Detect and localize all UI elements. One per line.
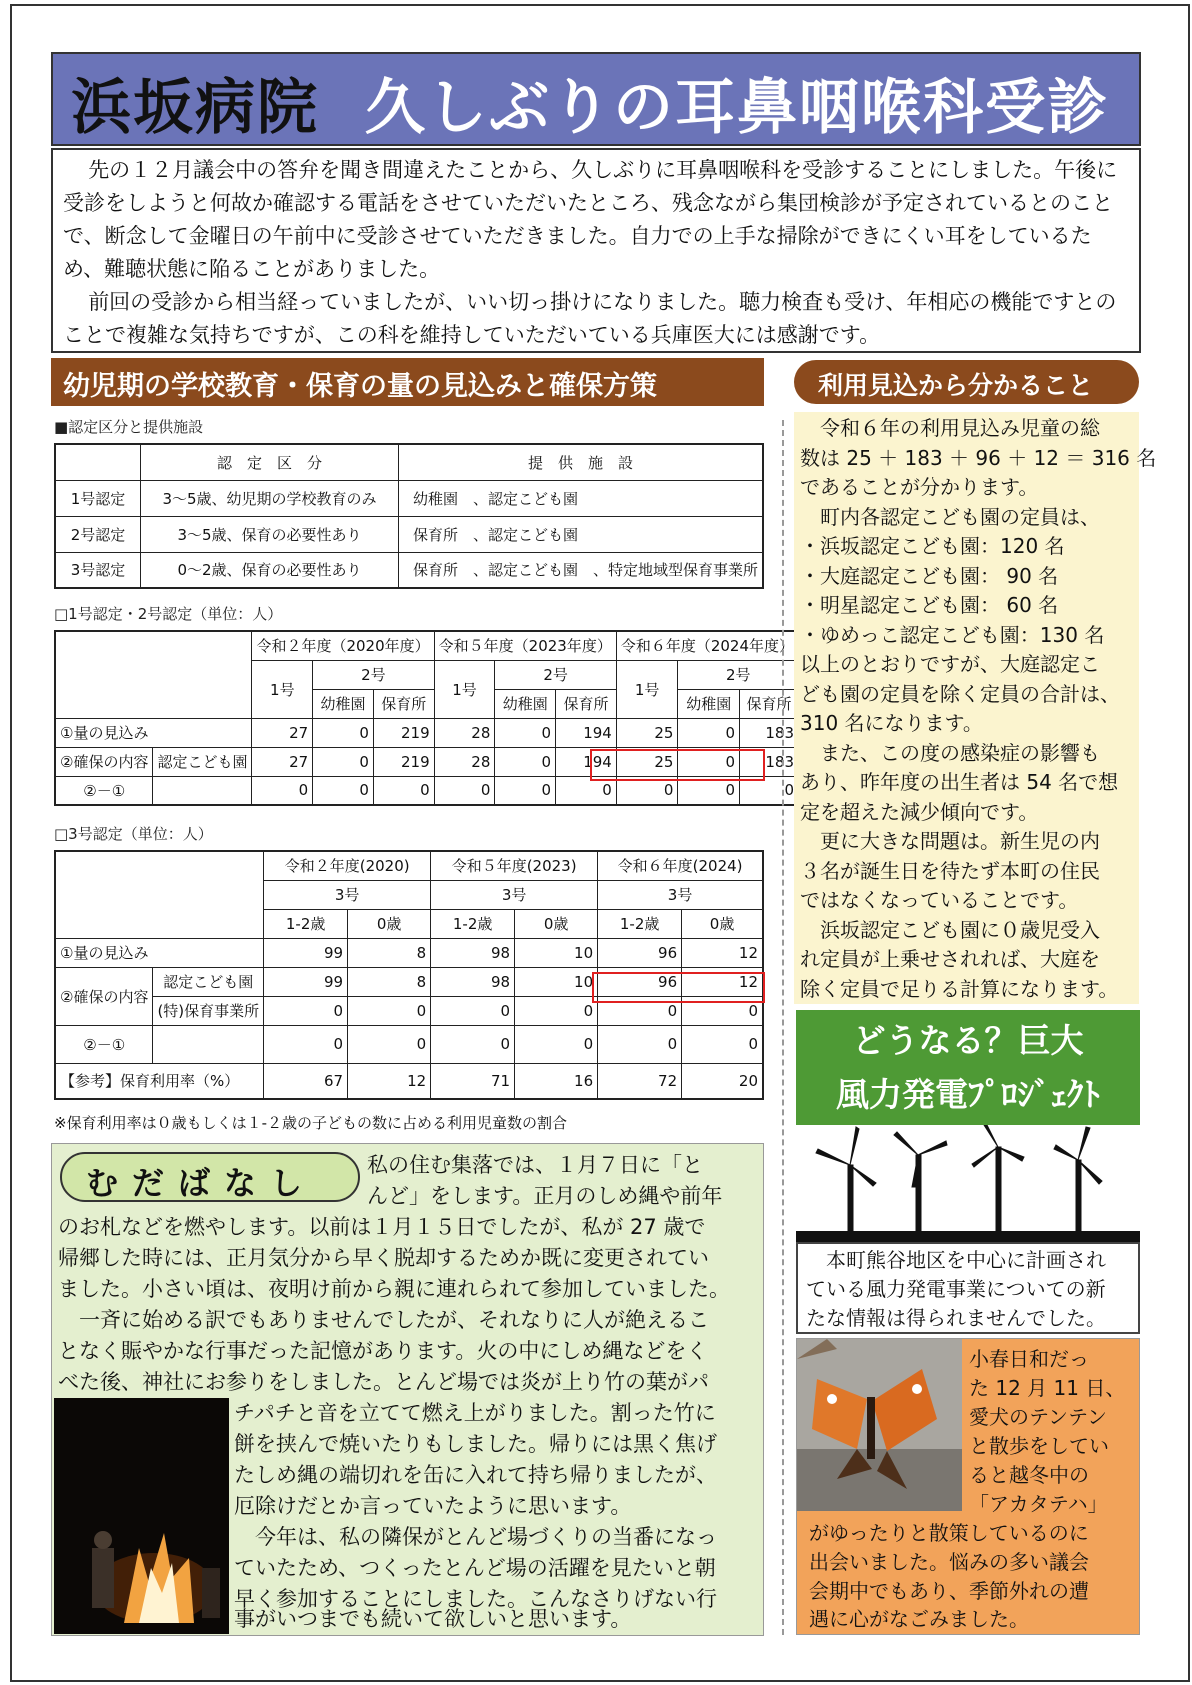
highlight-box-2024-3go: [592, 972, 765, 1003]
header-category: 認 定 区 分: [141, 444, 399, 480]
intro-article: [51, 148, 1141, 353]
mudabanashi-column: むだばなし 私の住む集落では、１月７日に「と んど」をします。正月のしめ縄や前年 のお札などを燃やします。以前は１月１５日でしたが、私が 27 歳で 帰郷した時には、正月気分から早く脱却するためか既に変更されてい ました。小さい頃は、夜明け前から親に連れられて参加していました。 一斉に始める訳でもありませんでしたが、それなりに人が絶えるこ となく賑やかな行事だった記憶があります。火の中にしめ縄などをく べた後、神社にお参りをしました。とんど場では炎が上り竹の葉がパ チパチと音を立てて燃え上がりました。割った竹に 餅を挟んで焼いたりもしました。帰りには黒く焦げ たしめ縄の端切れを缶に入れて持ち帰りましたが、 厄除けだとか言っていたように思います。 今年は、私の隣保がとんど場づくりの当番になっ ていたため、つくったとんど場の活躍を見たいと朝 早く参加することにしました。こんなさりげない行 事がいつまでも続いて欲しいと思います。: [51, 1143, 764, 1636]
title-article: 久しぶりの耳鼻咽喉科受診: [365, 73, 1109, 143]
certification-table: [54, 443, 764, 589]
header-facility: 提 供 施 設: [398, 444, 763, 480]
mudabanashi-title: むだばなし: [60, 1152, 360, 1202]
intro-paragraph-2: 前回の受診から相当経っていましたが、いい切っ掛けになりました。聴力検査も受け、年相応の機能ですとのことで複雑な気持ちですが、この科を維持していただいている兵庫医大には感謝です。: [63, 290, 1117, 347]
title-hospital: 浜坂病院: [71, 73, 319, 143]
table-1go-2go: 令和２年度（2020年度） 令和５年度（2023年度） 令和６年度（2024年度） 1号 2号 1号 2号 1号 2号 幼稚園 保育所 幼稚園 保育所 幼稚園 保育所 ①量の見込み 27 0 219 28 0 194 25 0 183 ②確保の内容 認定こども園 27 0 219 28 0 194 25 0 183 ②－① 0 0 0 0 0 0 0 0 0: [54, 630, 800, 806]
table-row: ①量の見込み 27 0 219 28 0 194 25 0 183: [55, 718, 799, 747]
table-row: 3号認定 0～2歳、保育の必要性あり 保育所 、認定こども園 、特定地域型保育事業所: [55, 552, 763, 588]
table-row: 2号認定 3～5歳、保育の必要性あり 保育所 、認定こども園: [55, 516, 763, 552]
riyou-column: 令和６年の利用見込み児童の総 数は 25 ＋ 183 ＋ 96 ＋ 12 ＝ 316 名 であることが分かります。 町内各認定こども園の定員は、 ・浜坂認定こども園：120 名 ・大庭認定こども園： 90 名 ・明星認定こども園： 60 名 ・ゆめっこ認定こども園：130 名 以上のとおりですが、大庭認定こ ども園の定員を除く定員の合計は、 310 名になります。 また、この度の感染症の影響も あり、昨年度の出生者は 54 名で想 定を超えた減少傾向です。 更に大きな問題は。新生児の内 ３名が誕生日を待たず本町の住民 ではなくなっていることです。 浜坂認定こども園に０歳児受入 れ定員が上乗せされれば、大庭を 除く定員で足りる計算になります。: [794, 412, 1139, 1004]
table3-label: □3号認定（単位：人）: [54, 825, 213, 843]
table-row: ①量の見込み 99 8 98 10 96 12: [55, 938, 763, 967]
title-banner: [51, 52, 1141, 146]
table2-label: □1号認定・2号認定（単位：人）: [54, 605, 283, 623]
intro-paragraph-1: 先の１２月議会中の答弁を聞き間違えたことから、久しぶりに耳鼻咽喉科を受診することにしました。午後に受診をしようと何故か確認する電話をさせていただいたところ、残念ながら集団検診が予定されているとのことで、断念して金曜日の午前中に受診させていただきました。自力での上手な掃除ができにくい耳をしているため、難聴状態に陥ることがありました。: [63, 158, 1118, 281]
riyou-title: 利用見込から分かること: [794, 360, 1139, 404]
tondo-fire-photo: [54, 1398, 229, 1634]
table-3go: 令和２年度(2020) 令和５年度(2023) 令和６年度(2024) 3号 3号 3号 1-2歳 0歳 1-2歳 0歳 1-2歳 0歳 ①量の見込み 99 8 98 10 96 12 ②確保の内容 認定こども園 99 8 98 10 96 12 (特)保育事業所 0 0 0 0 0 0 ②－① 0 0 0 0 0 0 【参考】保育利用率（%） 67 12 71 16 72 20: [54, 850, 764, 1100]
table-row: 【参考】保育利用率（%） 67 12 71 16 72 20: [55, 1063, 763, 1099]
butterfly-photo: [797, 1339, 962, 1511]
table-row: (特)保育事業所 0 0 0 0 0 0: [55, 996, 763, 1025]
table-row: ②－① 0 0 0 0 0 0 0 0 0: [55, 776, 799, 805]
wind-turbine-image: [796, 1125, 1140, 1242]
table-row: 1号認定 3～5歳、幼児期の学校教育のみ 幼稚園 、認定こども園: [55, 480, 763, 516]
column-divider: [782, 420, 784, 1635]
highlight-box-2024: [590, 749, 765, 781]
table-row: ②確保の内容 認定こども園 99 8 98 10 96 12: [55, 967, 763, 996]
wind-article: 本町熊谷地区を中心に計画され ている風力発電事業についての新 たな情報は得られませんでした。: [796, 1242, 1140, 1334]
section-title: 幼児期の学校教育・保育の量の見込みと確保方策: [51, 358, 764, 406]
butterfly-column: 小春日和だっ た 12 月 11 日、 愛犬のテンテン と散歩をしてい ると越冬中の 「アカタテハ」 がゆったりと散策しているのに 出会いました。悩みの多い議会 会期中でもあり、季節外れの遭 遇に心がなごみました。: [796, 1338, 1140, 1635]
table-row: ②確保の内容 認定こども園 27 0 219 28 0 194 25 0 183: [55, 747, 799, 776]
table-footnote: ※保育利用率は０歳もしくは１-２歳の子どもの数に占める利用児童数の割合: [54, 1114, 567, 1132]
table-row: ②－① 0 0 0 0 0 0: [55, 1025, 763, 1063]
wind-title: どうなる？巨大 風力発電ﾌﾟﾛｼﾞｪｸﾄ: [796, 1010, 1140, 1125]
table1-label: ■認定区分と提供施設: [54, 418, 204, 436]
